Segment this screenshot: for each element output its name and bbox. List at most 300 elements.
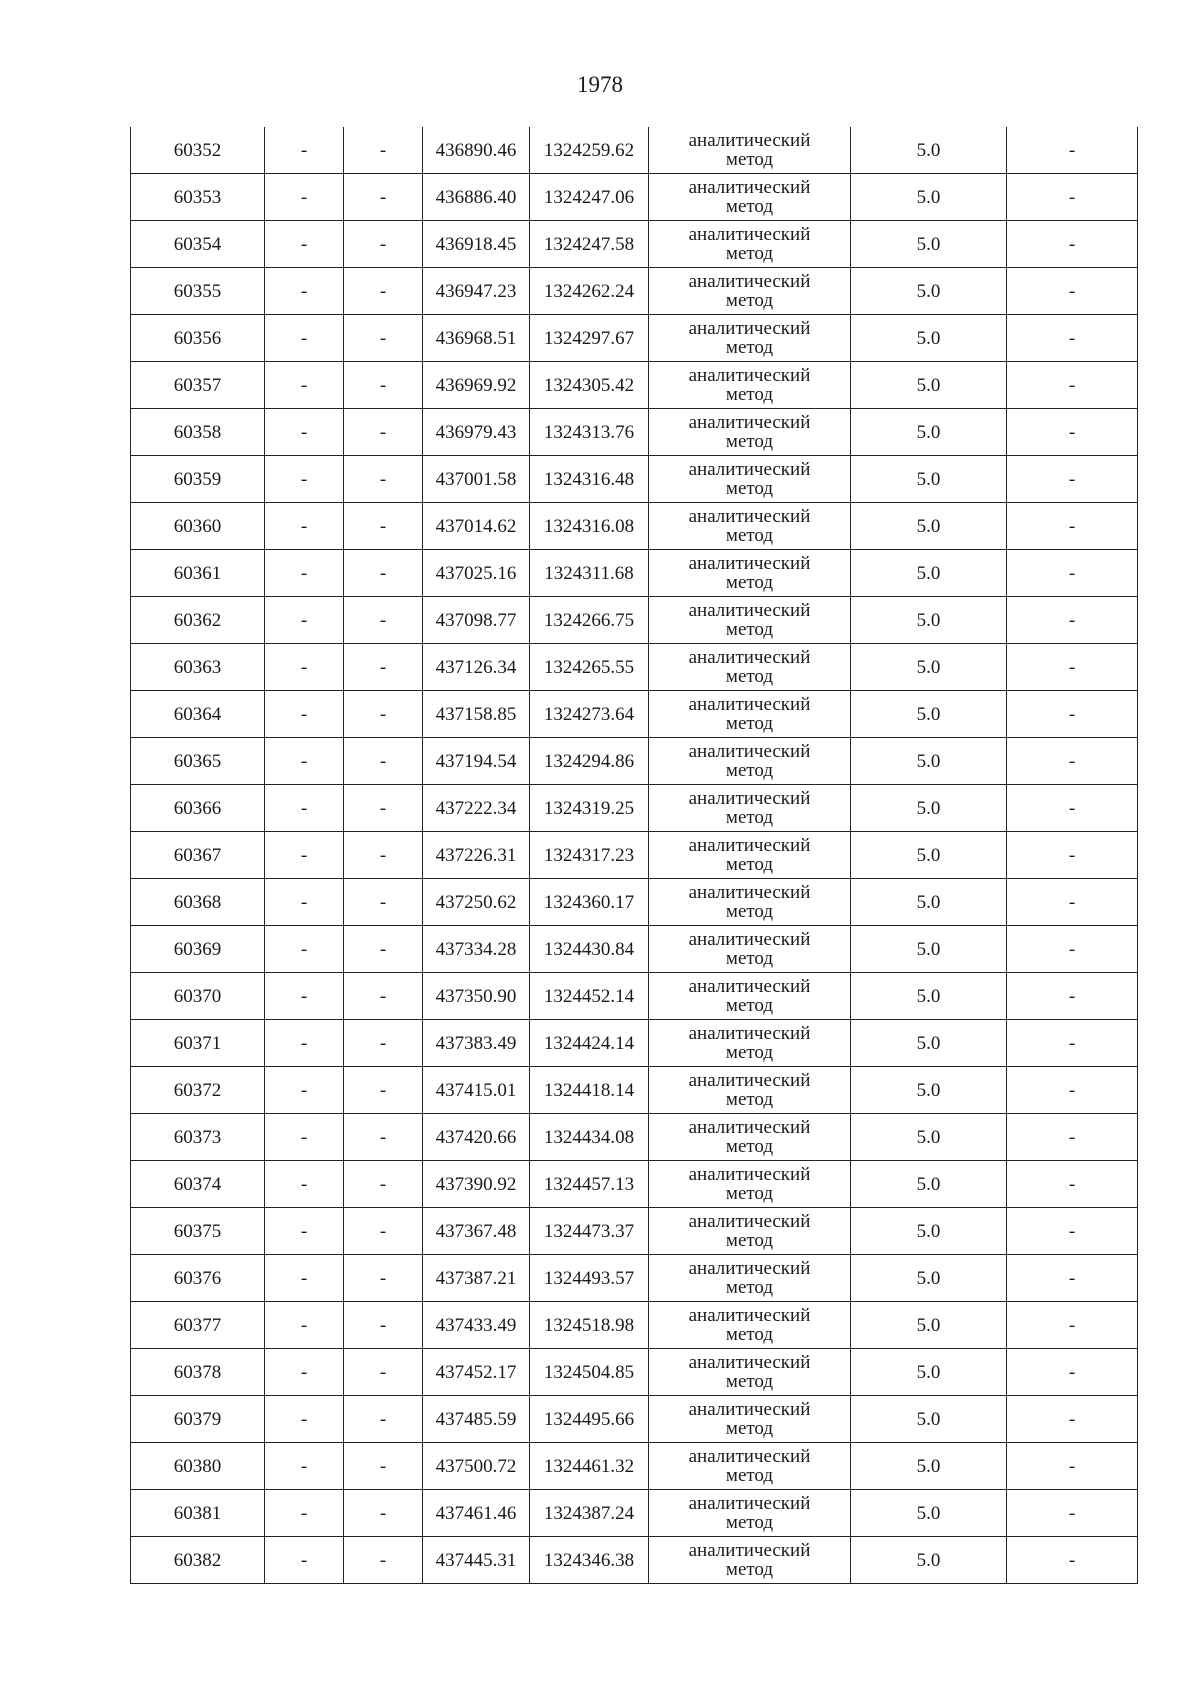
y-coordinate-cell: 1324493.57 xyxy=(530,1255,649,1302)
y-coordinate-cell: 1324265.55 xyxy=(530,644,649,691)
empty-col2-cell: - xyxy=(265,879,344,926)
x-coordinate-cell: 437452.17 xyxy=(423,1349,530,1396)
empty-col2-cell: - xyxy=(265,973,344,1020)
note-cell: - xyxy=(1007,456,1138,503)
accuracy-cell: 5.0 xyxy=(851,127,1007,174)
table-row xyxy=(131,1255,1138,1302)
note-cell: - xyxy=(1007,879,1138,926)
note-cell: - xyxy=(1007,1020,1138,1067)
accuracy-cell: 5.0 xyxy=(851,1114,1007,1161)
method-line-1: аналитический xyxy=(688,694,811,715)
method-line-2: метод xyxy=(725,431,774,452)
point-id-cell: 60373 xyxy=(131,1114,265,1161)
point-id-cell: 60364 xyxy=(131,691,265,738)
point-id-cell: 60355 xyxy=(131,268,265,315)
method-cell xyxy=(649,1443,851,1490)
accuracy-cell: 5.0 xyxy=(851,785,1007,832)
empty-col2-cell: - xyxy=(265,362,344,409)
empty-col3-cell: - xyxy=(344,456,423,503)
point-id-cell: 60382 xyxy=(131,1537,265,1584)
y-coordinate-cell: 1324504.85 xyxy=(530,1349,649,1396)
note-cell: - xyxy=(1007,221,1138,268)
note-cell: - xyxy=(1007,973,1138,1020)
method-cell xyxy=(649,503,851,550)
empty-col2-cell: - xyxy=(265,1349,344,1396)
point-id-cell: 60365 xyxy=(131,738,265,785)
empty-col3-cell: - xyxy=(344,409,423,456)
y-coordinate-cell: 1324387.24 xyxy=(530,1490,649,1537)
method-cell xyxy=(649,174,851,221)
note-cell: - xyxy=(1007,1161,1138,1208)
table-row xyxy=(131,973,1138,1020)
method-cell xyxy=(649,127,851,174)
y-coordinate-cell: 1324305.42 xyxy=(530,362,649,409)
y-coordinate-cell: 1324259.62 xyxy=(530,127,649,174)
page-number: 1978 xyxy=(577,72,623,97)
point-id-cell: 60363 xyxy=(131,644,265,691)
method-line-1: аналитический xyxy=(688,1399,811,1420)
method-cell xyxy=(649,1255,851,1302)
accuracy-cell: 5.0 xyxy=(851,503,1007,550)
point-id-cell: 60371 xyxy=(131,1020,265,1067)
accuracy-cell: 5.0 xyxy=(851,1537,1007,1584)
x-coordinate-cell: 437485.59 xyxy=(423,1396,530,1443)
empty-col3-cell: - xyxy=(344,362,423,409)
table-row xyxy=(131,1349,1138,1396)
method-line-2: метод xyxy=(725,713,774,734)
note-cell: - xyxy=(1007,174,1138,221)
x-coordinate-cell: 437387.21 xyxy=(423,1255,530,1302)
method-line-1: аналитический xyxy=(688,647,811,668)
y-coordinate-cell: 1324266.75 xyxy=(530,597,649,644)
x-coordinate-cell: 437250.62 xyxy=(423,879,530,926)
point-id-cell: 60361 xyxy=(131,550,265,597)
method-cell xyxy=(649,456,851,503)
method-line-1: аналитический xyxy=(688,1446,811,1467)
method-cell xyxy=(649,550,851,597)
table-row xyxy=(131,315,1138,362)
method-line-2: метод xyxy=(725,1418,774,1439)
empty-col2-cell: - xyxy=(265,738,344,785)
table-row xyxy=(131,1396,1138,1443)
note-cell: - xyxy=(1007,315,1138,362)
point-id-cell: 60374 xyxy=(131,1161,265,1208)
point-id-cell: 60356 xyxy=(131,315,265,362)
accuracy-cell: 5.0 xyxy=(851,1302,1007,1349)
method-cell xyxy=(649,1067,851,1114)
note-cell: - xyxy=(1007,550,1138,597)
empty-col2-cell: - xyxy=(265,832,344,879)
point-id-cell: 60378 xyxy=(131,1349,265,1396)
method-line-1: аналитический xyxy=(688,459,811,480)
table-row xyxy=(131,503,1138,550)
empty-col3-cell: - xyxy=(344,1349,423,1396)
note-cell: - xyxy=(1007,1114,1138,1161)
method-line-2: метод xyxy=(725,1324,774,1345)
method-line-2: метод xyxy=(725,1559,774,1580)
method-cell xyxy=(649,315,851,362)
note-cell: - xyxy=(1007,1537,1138,1584)
table-row xyxy=(131,456,1138,503)
method-cell xyxy=(649,1537,851,1584)
method-line-1: аналитический xyxy=(688,600,811,621)
point-id-cell: 60367 xyxy=(131,832,265,879)
empty-col3-cell: - xyxy=(344,1443,423,1490)
note-cell: - xyxy=(1007,1396,1138,1443)
method-line-1: аналитический xyxy=(688,1070,811,1091)
accuracy-cell: 5.0 xyxy=(851,738,1007,785)
method-line-2: метод xyxy=(725,337,774,358)
table-row xyxy=(131,550,1138,597)
method-cell xyxy=(649,644,851,691)
note-cell: - xyxy=(1007,1208,1138,1255)
point-id-cell: 60376 xyxy=(131,1255,265,1302)
y-coordinate-cell: 1324316.48 xyxy=(530,456,649,503)
y-coordinate-cell: 1324297.67 xyxy=(530,315,649,362)
method-line-1: аналитический xyxy=(688,1258,811,1279)
method-cell xyxy=(649,973,851,1020)
point-id-cell: 60381 xyxy=(131,1490,265,1537)
table-row xyxy=(131,879,1138,926)
method-line-2: метод xyxy=(725,1230,774,1251)
table-row xyxy=(131,926,1138,973)
empty-col2-cell: - xyxy=(265,1490,344,1537)
accuracy-cell: 5.0 xyxy=(851,1349,1007,1396)
method-line-1: аналитический xyxy=(688,1211,811,1232)
method-cell xyxy=(649,832,851,879)
table-row xyxy=(131,174,1138,221)
method-cell xyxy=(649,1349,851,1396)
x-coordinate-cell: 437383.49 xyxy=(423,1020,530,1067)
y-coordinate-cell: 1324247.06 xyxy=(530,174,649,221)
point-id-cell: 60366 xyxy=(131,785,265,832)
note-cell: - xyxy=(1007,1255,1138,1302)
y-coordinate-cell: 1324518.98 xyxy=(530,1302,649,1349)
method-line-1: аналитический xyxy=(688,1305,811,1326)
empty-col3-cell: - xyxy=(344,315,423,362)
point-id-cell: 60353 xyxy=(131,174,265,221)
note-cell: - xyxy=(1007,1302,1138,1349)
point-id-cell: 60379 xyxy=(131,1396,265,1443)
empty-col3-cell: - xyxy=(344,1537,423,1584)
empty-col3-cell: - xyxy=(344,550,423,597)
method-line-2: метод xyxy=(725,572,774,593)
method-line-2: метод xyxy=(725,995,774,1016)
method-line-2: метод xyxy=(725,243,774,264)
x-coordinate-cell: 436886.40 xyxy=(423,174,530,221)
method-line-2: метод xyxy=(725,1042,774,1063)
table-body xyxy=(131,127,1138,1584)
empty-col2-cell: - xyxy=(265,1396,344,1443)
method-cell xyxy=(649,738,851,785)
method-line-1: аналитический xyxy=(688,130,811,151)
empty-col3-cell: - xyxy=(344,1302,423,1349)
accuracy-cell: 5.0 xyxy=(851,268,1007,315)
method-line-2: метод xyxy=(725,1512,774,1533)
method-cell xyxy=(649,1396,851,1443)
table-row xyxy=(131,221,1138,268)
point-id-cell: 60380 xyxy=(131,1443,265,1490)
method-line-1: аналитический xyxy=(688,1493,811,1514)
point-id-cell: 60377 xyxy=(131,1302,265,1349)
accuracy-cell: 5.0 xyxy=(851,550,1007,597)
table-row xyxy=(131,1537,1138,1584)
point-id-cell: 60369 xyxy=(131,926,265,973)
method-line-1: аналитический xyxy=(688,976,811,997)
method-line-1: аналитический xyxy=(688,506,811,527)
accuracy-cell: 5.0 xyxy=(851,174,1007,221)
x-coordinate-cell: 437126.34 xyxy=(423,644,530,691)
x-coordinate-cell: 437500.72 xyxy=(423,1443,530,1490)
empty-col2-cell: - xyxy=(265,785,344,832)
method-line-1: аналитический xyxy=(688,318,811,339)
y-coordinate-cell: 1324461.32 xyxy=(530,1443,649,1490)
table-row xyxy=(131,1020,1138,1067)
note-cell: - xyxy=(1007,1067,1138,1114)
point-id-cell: 60372 xyxy=(131,1067,265,1114)
empty-col3-cell: - xyxy=(344,973,423,1020)
table-row xyxy=(131,644,1138,691)
accuracy-cell: 5.0 xyxy=(851,1490,1007,1537)
point-id-cell: 60359 xyxy=(131,456,265,503)
table-row xyxy=(131,409,1138,456)
note-cell: - xyxy=(1007,268,1138,315)
x-coordinate-cell: 437001.58 xyxy=(423,456,530,503)
y-coordinate-cell: 1324294.86 xyxy=(530,738,649,785)
y-coordinate-cell: 1324317.23 xyxy=(530,832,649,879)
accuracy-cell: 5.0 xyxy=(851,221,1007,268)
empty-col2-cell: - xyxy=(265,1161,344,1208)
x-coordinate-cell: 437014.62 xyxy=(423,503,530,550)
method-line-2: метод xyxy=(725,1183,774,1204)
empty-col2-cell: - xyxy=(265,644,344,691)
method-line-2: метод xyxy=(725,1371,774,1392)
method-line-2: метод xyxy=(725,619,774,640)
empty-col3-cell: - xyxy=(344,1490,423,1537)
table-row xyxy=(131,738,1138,785)
empty-col3-cell: - xyxy=(344,221,423,268)
table-row xyxy=(131,1067,1138,1114)
empty-col3-cell: - xyxy=(344,785,423,832)
empty-col3-cell: - xyxy=(344,1161,423,1208)
method-line-2: метод xyxy=(725,525,774,546)
empty-col3-cell: - xyxy=(344,644,423,691)
accuracy-cell: 5.0 xyxy=(851,409,1007,456)
method-cell xyxy=(649,926,851,973)
x-coordinate-cell: 437420.66 xyxy=(423,1114,530,1161)
method-cell xyxy=(649,785,851,832)
note-cell: - xyxy=(1007,644,1138,691)
empty-col2-cell: - xyxy=(265,1537,344,1584)
method-line-1: аналитический xyxy=(688,929,811,950)
y-coordinate-cell: 1324424.14 xyxy=(530,1020,649,1067)
method-line-1: аналитический xyxy=(688,412,811,433)
empty-col3-cell: - xyxy=(344,1396,423,1443)
x-coordinate-cell: 436968.51 xyxy=(423,315,530,362)
x-coordinate-cell: 437445.31 xyxy=(423,1537,530,1584)
note-cell: - xyxy=(1007,409,1138,456)
accuracy-cell: 5.0 xyxy=(851,926,1007,973)
point-id-cell: 60375 xyxy=(131,1208,265,1255)
x-coordinate-cell: 436918.45 xyxy=(423,221,530,268)
point-id-cell: 60368 xyxy=(131,879,265,926)
note-cell: - xyxy=(1007,832,1138,879)
point-id-cell: 60360 xyxy=(131,503,265,550)
method-line-1: аналитический xyxy=(688,1117,811,1138)
method-line-1: аналитический xyxy=(688,741,811,762)
method-cell xyxy=(649,409,851,456)
y-coordinate-cell: 1324316.08 xyxy=(530,503,649,550)
empty-col3-cell: - xyxy=(344,1067,423,1114)
table-row xyxy=(131,1114,1138,1161)
empty-col3-cell: - xyxy=(344,1020,423,1067)
method-line-1: аналитический xyxy=(688,177,811,198)
empty-col3-cell: - xyxy=(344,127,423,174)
accuracy-cell: 5.0 xyxy=(851,1161,1007,1208)
y-coordinate-cell: 1324360.17 xyxy=(530,879,649,926)
note-cell: - xyxy=(1007,926,1138,973)
method-line-1: аналитический xyxy=(688,1164,811,1185)
y-coordinate-cell: 1324311.68 xyxy=(530,550,649,597)
x-coordinate-cell: 437222.34 xyxy=(423,785,530,832)
accuracy-cell: 5.0 xyxy=(851,879,1007,926)
empty-col2-cell: - xyxy=(265,597,344,644)
empty-col2-cell: - xyxy=(265,1443,344,1490)
method-line-2: метод xyxy=(725,854,774,875)
note-cell: - xyxy=(1007,127,1138,174)
empty-col3-cell: - xyxy=(344,174,423,221)
x-coordinate-cell: 437461.46 xyxy=(423,1490,530,1537)
empty-col2-cell: - xyxy=(265,550,344,597)
x-coordinate-cell: 437098.77 xyxy=(423,597,530,644)
x-coordinate-cell: 437433.49 xyxy=(423,1302,530,1349)
x-coordinate-cell: 437390.92 xyxy=(423,1161,530,1208)
note-cell: - xyxy=(1007,785,1138,832)
note-cell: - xyxy=(1007,1490,1138,1537)
method-line-2: метод xyxy=(725,666,774,687)
method-cell xyxy=(649,362,851,409)
table-row xyxy=(131,1302,1138,1349)
method-cell xyxy=(649,597,851,644)
empty-col2-cell: - xyxy=(265,503,344,550)
method-cell xyxy=(649,1490,851,1537)
empty-col2-cell: - xyxy=(265,1067,344,1114)
method-line-2: метод xyxy=(725,196,774,217)
method-line-2: метод xyxy=(725,760,774,781)
y-coordinate-cell: 1324495.66 xyxy=(530,1396,649,1443)
table-row xyxy=(131,127,1138,174)
empty-col3-cell: - xyxy=(344,597,423,644)
empty-col2-cell: - xyxy=(265,221,344,268)
empty-col3-cell: - xyxy=(344,926,423,973)
method-line-1: аналитический xyxy=(688,224,811,245)
method-cell xyxy=(649,1302,851,1349)
method-line-1: аналитический xyxy=(688,835,811,856)
empty-col3-cell: - xyxy=(344,738,423,785)
note-cell: - xyxy=(1007,691,1138,738)
method-line-1: аналитический xyxy=(688,882,811,903)
y-coordinate-cell: 1324319.25 xyxy=(530,785,649,832)
x-coordinate-cell: 437350.90 xyxy=(423,973,530,1020)
accuracy-cell: 5.0 xyxy=(851,597,1007,644)
method-line-2: метод xyxy=(725,1089,774,1110)
empty-col2-cell: - xyxy=(265,926,344,973)
y-coordinate-cell: 1324247.58 xyxy=(530,221,649,268)
accuracy-cell: 5.0 xyxy=(851,315,1007,362)
note-cell: - xyxy=(1007,1349,1138,1396)
empty-col2-cell: - xyxy=(265,174,344,221)
method-line-2: метод xyxy=(725,901,774,922)
accuracy-cell: 5.0 xyxy=(851,456,1007,503)
note-cell: - xyxy=(1007,738,1138,785)
y-coordinate-cell: 1324452.14 xyxy=(530,973,649,1020)
method-line-2: метод xyxy=(725,478,774,499)
note-cell: - xyxy=(1007,362,1138,409)
accuracy-cell: 5.0 xyxy=(851,1067,1007,1114)
point-id-cell: 60354 xyxy=(131,221,265,268)
table-row xyxy=(131,362,1138,409)
x-coordinate-cell: 436979.43 xyxy=(423,409,530,456)
point-id-cell: 60362 xyxy=(131,597,265,644)
y-coordinate-cell: 1324273.64 xyxy=(530,691,649,738)
accuracy-cell: 5.0 xyxy=(851,1443,1007,1490)
x-coordinate-cell: 436890.46 xyxy=(423,127,530,174)
table-row xyxy=(131,1161,1138,1208)
empty-col2-cell: - xyxy=(265,1020,344,1067)
x-coordinate-cell: 436969.92 xyxy=(423,362,530,409)
empty-col2-cell: - xyxy=(265,409,344,456)
method-line-2: метод xyxy=(725,948,774,969)
x-coordinate-cell: 437025.16 xyxy=(423,550,530,597)
empty-col3-cell: - xyxy=(344,268,423,315)
method-cell xyxy=(649,1020,851,1067)
y-coordinate-cell: 1324262.24 xyxy=(530,268,649,315)
x-coordinate-cell: 437367.48 xyxy=(423,1208,530,1255)
coordinates-table xyxy=(130,127,1138,1584)
method-line-1: аналитический xyxy=(688,1352,811,1373)
method-line-2: метод xyxy=(725,290,774,311)
method-line-2: метод xyxy=(725,1136,774,1157)
x-coordinate-cell: 437334.28 xyxy=(423,926,530,973)
method-line-1: аналитический xyxy=(688,271,811,292)
y-coordinate-cell: 1324430.84 xyxy=(530,926,649,973)
empty-col2-cell: - xyxy=(265,1208,344,1255)
method-line-2: метод xyxy=(725,1465,774,1486)
method-line-1: аналитический xyxy=(688,553,811,574)
y-coordinate-cell: 1324434.08 xyxy=(530,1114,649,1161)
y-coordinate-cell: 1324418.14 xyxy=(530,1067,649,1114)
empty-col2-cell: - xyxy=(265,691,344,738)
point-id-cell: 60352 xyxy=(131,127,265,174)
empty-col3-cell: - xyxy=(344,832,423,879)
note-cell: - xyxy=(1007,597,1138,644)
table-row xyxy=(131,832,1138,879)
table-row xyxy=(131,691,1138,738)
point-id-cell: 60358 xyxy=(131,409,265,456)
accuracy-cell: 5.0 xyxy=(851,1396,1007,1443)
table-row xyxy=(131,268,1138,315)
method-cell xyxy=(649,879,851,926)
note-cell: - xyxy=(1007,503,1138,550)
x-coordinate-cell: 437415.01 xyxy=(423,1067,530,1114)
empty-col3-cell: - xyxy=(344,879,423,926)
x-coordinate-cell: 437158.85 xyxy=(423,691,530,738)
empty-col2-cell: - xyxy=(265,268,344,315)
method-line-2: метод xyxy=(725,1277,774,1298)
empty-col3-cell: - xyxy=(344,1255,423,1302)
accuracy-cell: 5.0 xyxy=(851,691,1007,738)
accuracy-cell: 5.0 xyxy=(851,362,1007,409)
